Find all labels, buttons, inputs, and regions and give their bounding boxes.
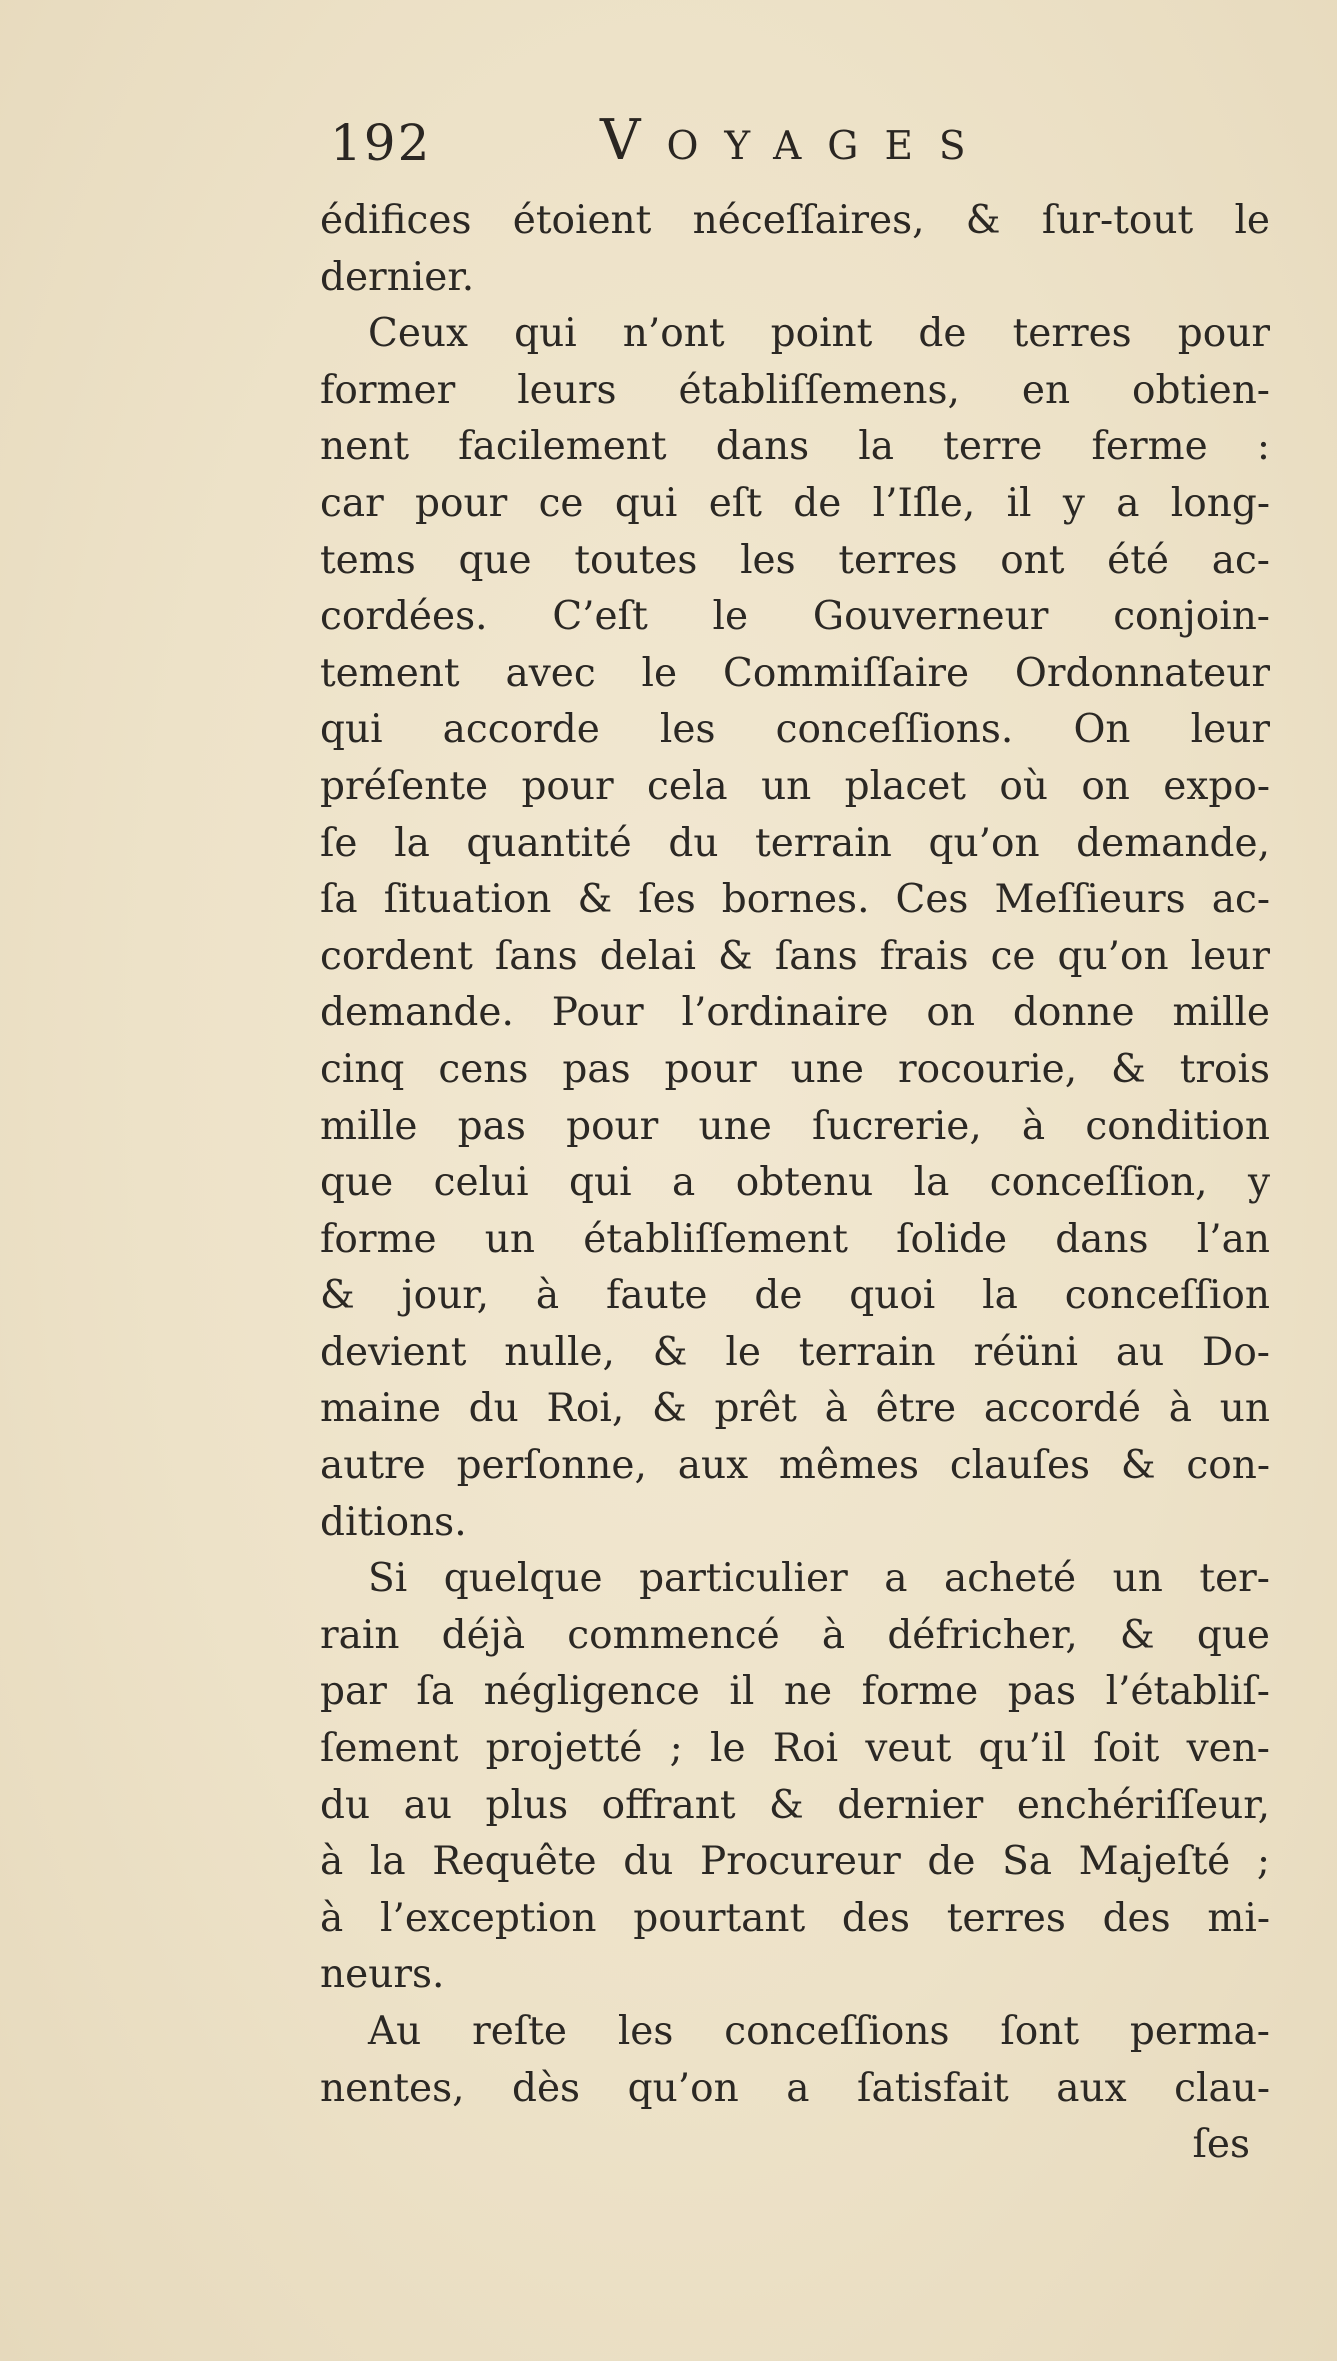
text-line: cordent ſans delai & ſans frais ce qu’on leur [320,933,1270,979]
text-line: par ſa négligence il ne forme pas l’établiſ- [320,1669,1270,1715]
text-line: demande. Pour l’ordinaire on donne mille [320,990,1270,1036]
text-line: car pour ce qui eſt de l’Iſle, il y a long- [320,480,1270,526]
text-line: mille pas pour une ſucrerie, à condition [320,1103,1270,1149]
text-line: maine du Roi, & prêt à être accordé à un [320,1386,1270,1432]
text-line: édifices étoient néceſſaires, & ſur-tout le [320,198,1270,243]
text-line: qui accorde les conceſſions. On leur [320,707,1270,753]
running-head [330,108,1030,178]
text-line: cinq cens pas pour une rocourie, & trois [320,1046,1270,1092]
text-line: à la Requête du Procureur de Sa Majeſté ; [320,1839,1270,1885]
text-line: que celui qui a obtenu la conceſſion, y [320,1160,1270,1206]
catchword: ſes [1192,2122,1250,2168]
text-line: du au plus offrant & dernier enchériſſeur, [320,1782,1270,1828]
paragraph-start-line: Au reſte les conceſſions ſont perma- [368,2009,1270,2054]
text-line: à l’exception pourtant des terres des mi- [320,1895,1270,1941]
text-line: ſement projetté ; le Roi veut qu’il ſoit ven- [320,1726,1270,1772]
text-line: dernier. [320,254,475,300]
paragraph-start-line: Ceux qui n’ont point de terres pour [368,311,1270,357]
text-line: autre perſonne, aux mêmes clauſes & con- [320,1443,1270,1489]
paragraph-start-line: Si quelque particulier a acheté un ter- [368,1556,1270,1602]
page-number: 192 [330,114,432,172]
text-line: devient nulle, & le terrain réüni au Do- [320,1329,1270,1375]
text-line: tems que toutes les terres ont été ac- [320,537,1270,583]
text-line: tement avec le Commiſſaire Ordonnateur [320,650,1270,696]
text-line: ſa ſituation & ſes bornes. Ces Meſſieurs ac- [320,877,1270,923]
text-line: forme un établiſſement ſolide dans l’an [320,1216,1270,1262]
body-text [320,193,1270,2174]
text-line: ſe la quantité du terrain qu’on demande, [320,820,1270,866]
text-line: & jour, à faute de quoi la conceſſion [320,1273,1270,1319]
text-line: neurs. [320,1952,445,1998]
text-line: former leurs établiſſemens, en obtien- [320,367,1270,413]
text-line: nentes, dès qu’on a ſatisfait aux clau- [320,2065,1270,2111]
text-line: préſente pour cela un placet où on expo- [320,763,1270,809]
text-line: cordées. C’eſt le Gouverneur conjoin- [320,594,1270,640]
text-line: rain déjà commencé à défricher, & que [320,1612,1270,1658]
text-line: ditions. [320,1499,467,1545]
running-title: Voyages [600,108,992,173]
text-line: nent facilement dans la terre ferme : [320,424,1270,470]
